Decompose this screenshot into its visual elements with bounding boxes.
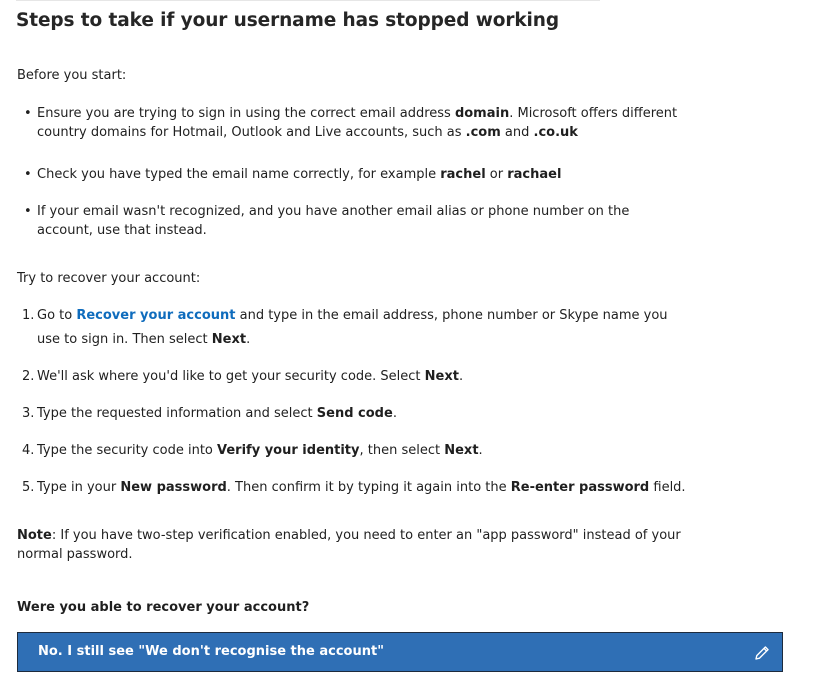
top-divider [16,0,600,1]
step-text: . Then confirm it by typing it again into the [226,480,511,495]
bold-text: domain [454,106,510,121]
bullet-text: Check you have typed the email name correctly, for example [37,167,441,182]
step-text: . [392,406,397,421]
bold-text: New password [120,480,227,495]
step-number: 4. [22,443,35,458]
step-text: Type the security code into [37,443,218,458]
step-text: We'll ask where you'd like to get your security code. Select [37,369,425,384]
note-text: : If you have two-step verification enabled, you need to enter an "app password" instead of your [51,528,681,543]
bullet-text: account, use that instead. [37,223,207,238]
bold-text: Send code [316,406,393,421]
bold-text: Verify your identity [217,443,360,458]
step-text: Type the requested information and select [37,406,317,421]
step-number: 5. [22,480,35,495]
step-number: 2. [22,369,35,384]
recover-heading: Try to recover your account: [17,271,201,286]
bullet-dot: • [24,167,32,182]
bold-text: .co.uk [533,125,578,140]
step-text: Type in your [37,480,121,495]
note-label: Note [17,528,52,543]
bold-text: Re-enter password [510,480,650,495]
recover-account-link[interactable]: Recover your account [76,308,236,323]
answer-option-button[interactable] [17,632,783,672]
step-number: 1. [22,308,35,323]
step-text: field. [649,480,686,495]
note-text: normal password. [17,547,133,562]
page-title: Steps to take if your username has stopped working [16,10,559,31]
intro-text: Before you start: [17,68,127,83]
step-text: use to sign in. Then select [37,332,212,347]
step-text: . [478,443,483,458]
question-heading: Were you able to recover your account? [17,600,310,615]
answer-option-label: No. I still see "We don't recognise the account" [38,644,384,659]
bold-text: rachel [440,167,486,182]
bold-text: .com [465,125,501,140]
bullet-text: If your email wasn't recognized, and you have another email alias or phone number on the [37,204,630,219]
bullet-dot: • [24,106,32,121]
step-text: . [458,369,464,384]
bullet-text: . Microsoft offers different [509,106,678,121]
bold-text: Next [444,443,479,458]
bullet-text: and [500,125,534,140]
step-number: 3. [22,406,35,421]
step-text: and type in the email address, phone number or Skype name you [235,308,668,323]
bold-text: Next [424,369,459,384]
bold-text: rachael [507,167,562,182]
bullet-text: Ensure you are trying to sign in using the correct email address [37,106,455,121]
step-text: Go to [37,308,77,323]
bullet-text: or [485,167,508,182]
step-text: , then select [359,443,445,458]
pencil-edit-icon[interactable] [753,644,771,662]
bold-text: Next [211,332,247,347]
bullet-dot: • [24,204,32,219]
step-text: . [246,332,251,347]
bullet-text: country domains for Hotmail, Outlook and Live accounts, such as [37,125,466,140]
